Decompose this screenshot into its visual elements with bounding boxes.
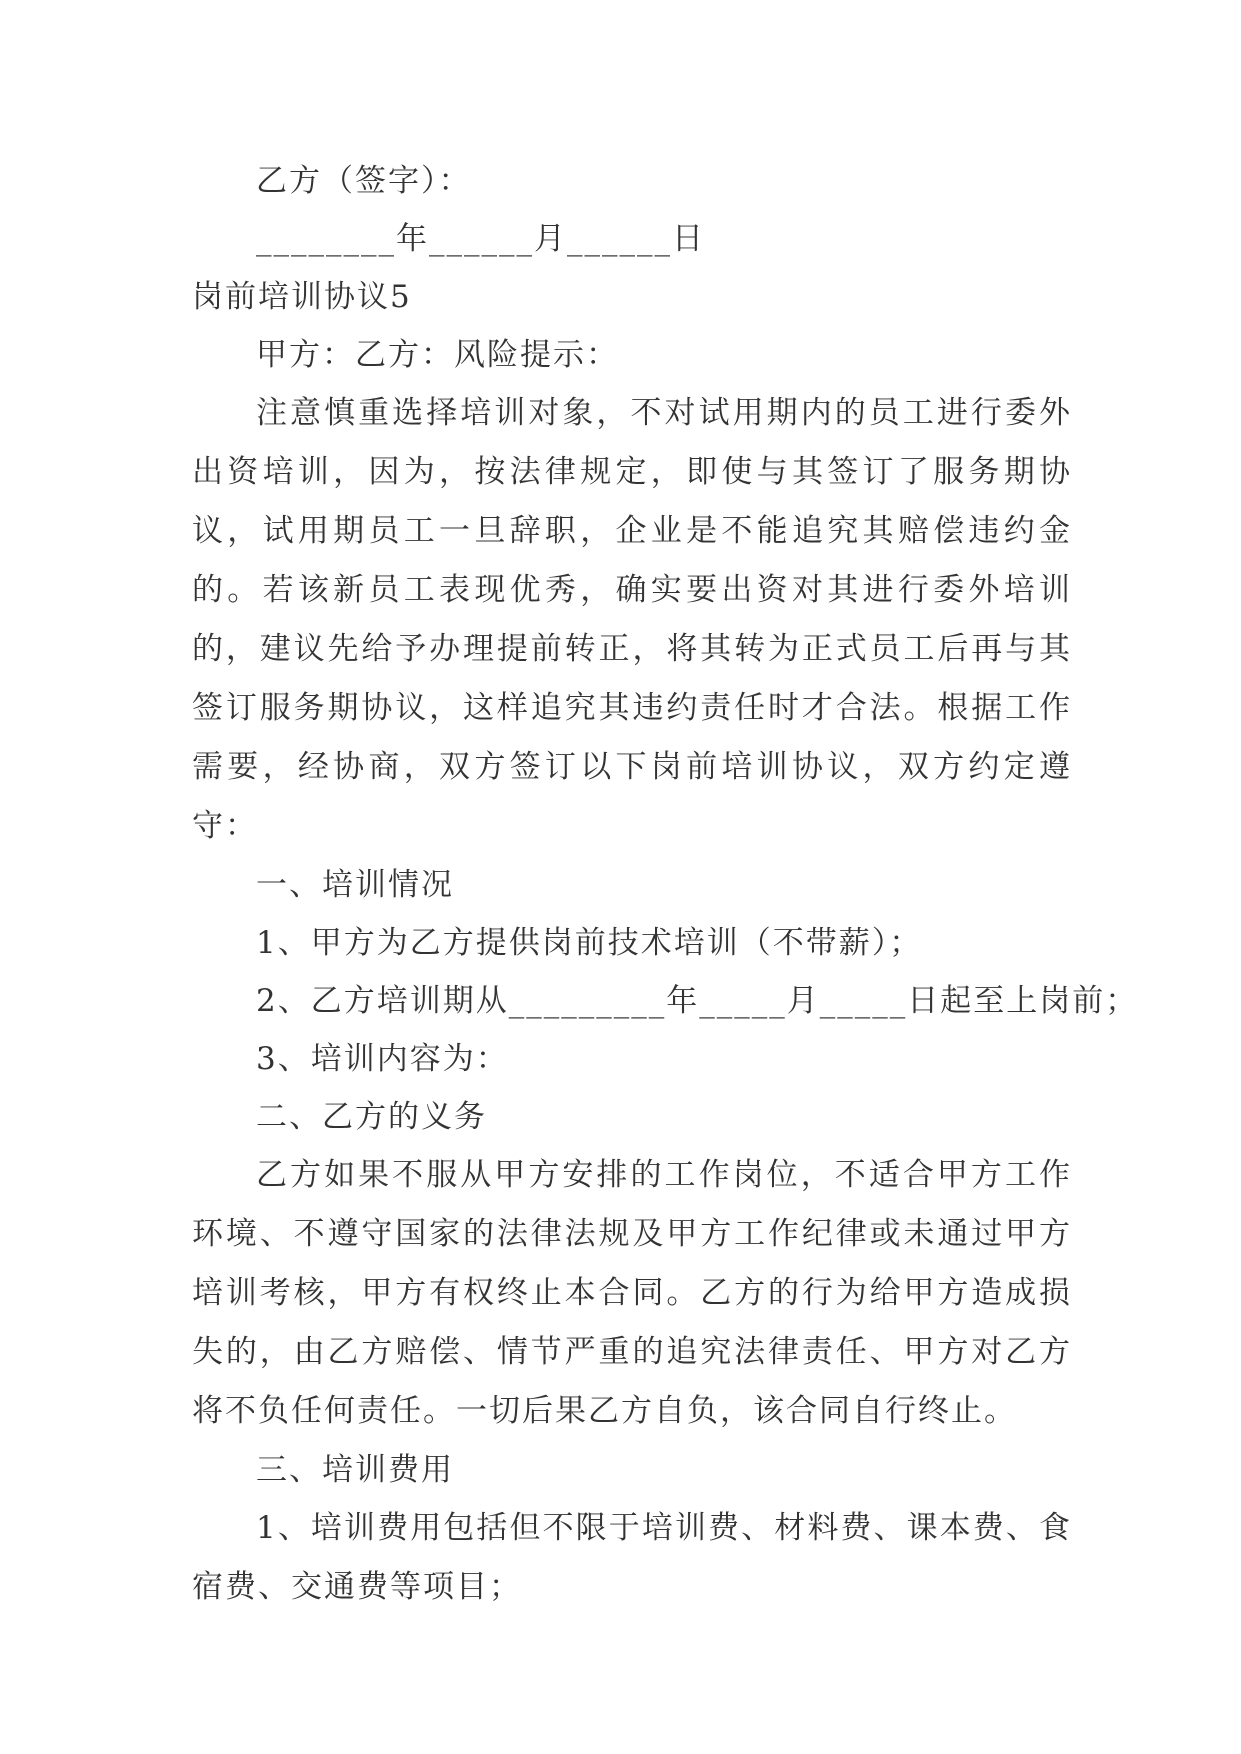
section-heading-obligations: 二、乙方的义务 bbox=[256, 1099, 487, 1135]
party-b-signature-line: 乙方（签字）： bbox=[256, 163, 472, 199]
agreement-title: 岗前培训协议5 bbox=[192, 279, 412, 315]
training-item-2: 2、乙方培训期从_________年_____月_____日起至上岗前； bbox=[256, 983, 1139, 1019]
signature-date-line: ________年______月______日 bbox=[256, 221, 705, 257]
section-heading-training: 一、培训情况 bbox=[256, 867, 454, 903]
document-body bbox=[192, 152, 1139, 1617]
parties-line: 甲方：乙方：风险提示： bbox=[256, 337, 619, 373]
training-item-3: 3、培训内容为： bbox=[256, 1041, 509, 1077]
risk-notice-paragraph: 注意慎重选择培训对象，不对试用期内的员工进行委外出资培训，因为，按法律规定，即使与其签订了服务期协议，试用期员工一旦辞职，企业是不能追究其赔偿违约金的。若该新员工表现优秀，确实要出资对其进行委外培训的，建议先给予办理提前转正，将其转为正式员工后再与其签订服务期协议，这样追究其违约责任时才合法。根据工作需要，经协商，双方签订以下岗前培训协议，双方约定遵守： bbox=[192, 395, 1072, 844]
obligations-paragraph: 乙方如果不服从甲方安排的工作岗位，不适合甲方工作环境、不遵守国家的法律法规及甲方工作纪律或未通过甲方培训考核，甲方有权终止本合同。乙方的行为给甲方造成损失的，由乙方赔偿、情节严重的追究法律责任、甲方对乙方将不负任何责任。一切后果乙方自负，该合同自行终止。 bbox=[192, 1157, 1072, 1429]
section-heading-fees: 三、培训费用 bbox=[256, 1452, 454, 1488]
training-item-1: 1、甲方为乙方提供岗前技术培训（不带薪）； bbox=[256, 925, 923, 961]
fees-item-1: 1、培训费用包括但不限于培训费、材料费、课本费、食宿费、交通费等项目； bbox=[192, 1510, 1072, 1605]
